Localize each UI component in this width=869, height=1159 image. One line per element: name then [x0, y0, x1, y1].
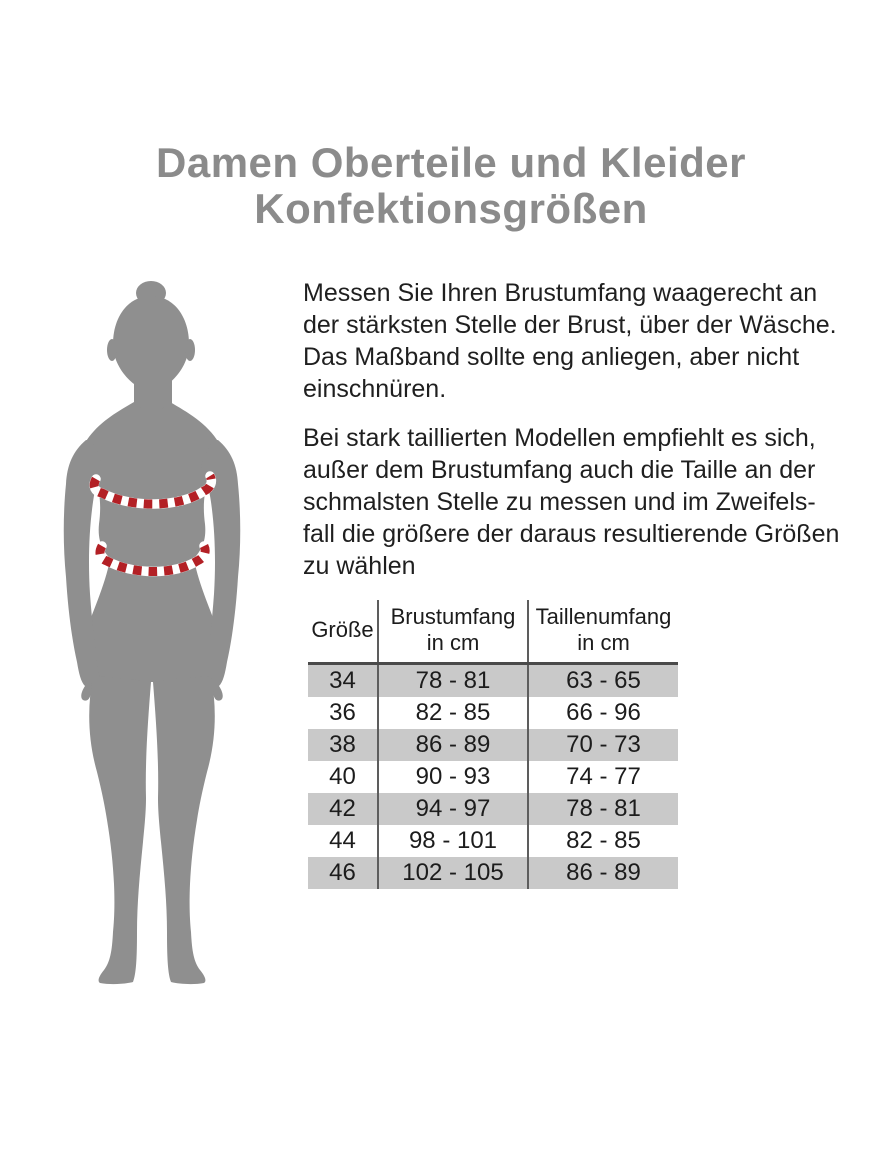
- bust-cell: 98 - 101: [378, 825, 528, 857]
- table-row: [308, 761, 678, 793]
- size-cell: 44: [329, 827, 356, 854]
- column-header-waist-line1: Taillenumfang: [535, 603, 672, 629]
- waist-cell: 78 - 81: [528, 793, 678, 825]
- left-leg: [89, 676, 151, 984]
- size-cell: 40: [329, 763, 356, 790]
- bust-instruction-paragraph: [303, 277, 865, 405]
- column-header-size: [308, 600, 378, 664]
- table-row: [308, 697, 678, 729]
- size-table-body: [308, 664, 678, 890]
- text-line: schmalsten Stelle zu messen und im Zweifels-: [303, 488, 816, 516]
- bust-cell: 94 - 97: [378, 793, 528, 825]
- left-ear: [107, 339, 117, 361]
- text-line: Bei stark taillierten Modellen empfiehlt es sich,: [303, 424, 816, 452]
- table-row: [308, 664, 678, 698]
- waist-instruction-paragraph: [303, 422, 865, 582]
- table-row: [308, 793, 678, 825]
- page-title-line1: Damen Oberteile und Kleider: [156, 139, 746, 186]
- waist-cell: 66 - 96: [528, 697, 678, 729]
- text-line: Messen Sie Ihren Brustumfang waagerecht an: [303, 279, 818, 307]
- waist-cell: 63 - 65: [528, 664, 678, 698]
- size-cell: 46: [308, 857, 378, 889]
- size-cell: 38: [308, 729, 378, 761]
- body-silhouette: [64, 281, 241, 984]
- page-title: [48, 140, 854, 232]
- text-line: zu wählen: [303, 552, 416, 580]
- bust-cell: 90 - 93: [378, 761, 528, 793]
- waist-cell: 70 - 73: [528, 729, 678, 761]
- bust-cell: 86 - 89: [378, 729, 528, 761]
- header-row: [308, 600, 678, 664]
- female-silhouette-figure: [55, 262, 255, 992]
- column-header-waist-line2: in cm: [577, 629, 630, 655]
- size-cell: 34: [308, 664, 378, 698]
- bust-cell: 102 - 105: [378, 857, 528, 889]
- table-row: [308, 857, 678, 889]
- waist-cell: 74 - 77: [528, 761, 678, 793]
- bust-cell: 82 - 85: [378, 697, 528, 729]
- waist-cell: 86 - 89: [528, 857, 678, 889]
- table-row: [308, 729, 678, 761]
- text-line: der stärksten Stelle der Brust, über der Wäsche.: [303, 311, 837, 339]
- waist-cell: 82 - 85: [528, 825, 678, 857]
- right-leg: [153, 676, 215, 984]
- bust-cell: 78 - 81: [378, 664, 528, 698]
- column-header-bust: [378, 600, 528, 664]
- column-header-waist: [528, 600, 678, 664]
- column-header-size-label: Größe: [311, 616, 374, 642]
- right-ear: [185, 339, 195, 361]
- text-line: fall die größere der daraus resultierende Größen: [303, 520, 840, 548]
- text-line: einschnüren.: [303, 375, 447, 403]
- table-row: [308, 825, 678, 857]
- size-table: [308, 600, 678, 889]
- female-silhouette-svg: [55, 262, 255, 992]
- size-cell: 36: [329, 699, 356, 726]
- column-header-bust-line1: Brustumfang: [390, 603, 516, 629]
- text-line: außer dem Brustumfang auch die Taille an der: [303, 456, 816, 484]
- size-table-header: [308, 600, 678, 664]
- column-header-bust-line2: in cm: [426, 629, 480, 655]
- measuring-instructions: [303, 277, 865, 599]
- page-title-line2: Konfektionsgrößen: [254, 185, 648, 232]
- size-cell: 42: [308, 793, 378, 825]
- text-line: Das Maßband sollte eng anliegen, aber nicht: [303, 343, 800, 371]
